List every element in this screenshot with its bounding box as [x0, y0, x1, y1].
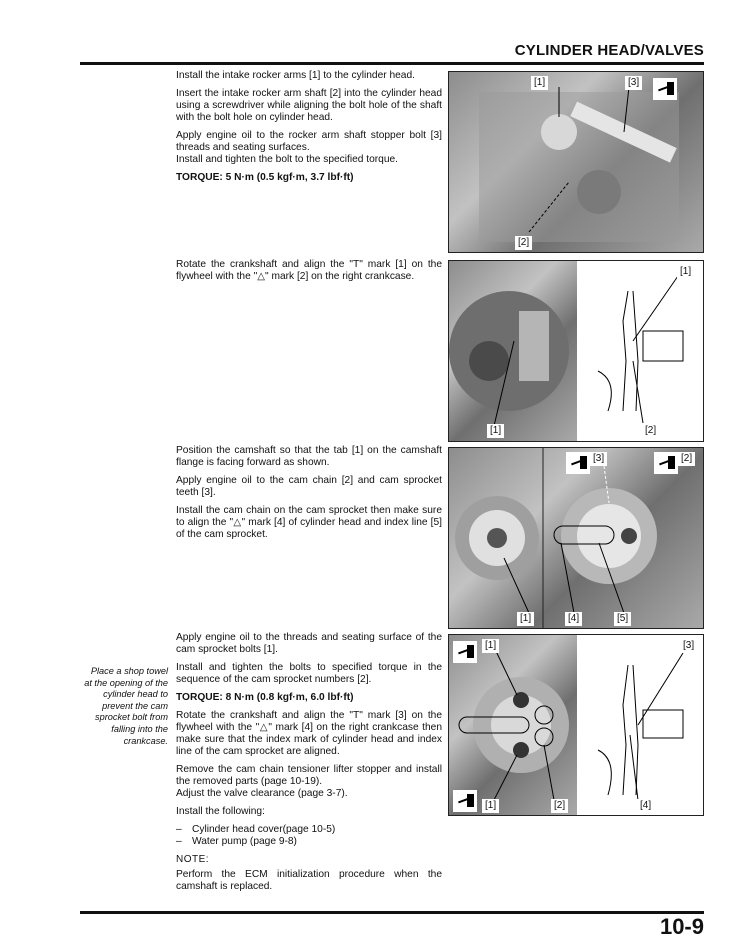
flywheel-align-drawing: [578, 635, 703, 815]
fig4-label-1-top: [1]: [482, 639, 499, 653]
step-4-p2: Install and tighten the bolts to specified torque in the sequence of the cam sprocket numbers [2].: [176, 662, 442, 685]
fig3-label-4: [4]: [565, 612, 582, 626]
step-3-p2: Apply engine oil to the cam chain [2] and cam sprocket teeth [3].: [176, 475, 442, 498]
note-text: Perform the ECM initialization procedure when the camshaft is replaced.: [176, 869, 442, 892]
fig4-label-4: [4]: [637, 799, 654, 813]
flywheel-drawing: [578, 261, 703, 441]
step-4-p4a: Remove the cam chain tensioner lifter stopper and install the removed parts (page 10-19).: [176, 764, 442, 787]
fig2-label-2: [2]: [642, 424, 659, 438]
fig1-label-2: [2]: [515, 236, 532, 250]
fig4-label-2: [2]: [551, 799, 568, 813]
step-1-p1: Install the intake rocker arms [1] to the cylinder head.: [176, 70, 415, 81]
oil-can-icon-4: [453, 790, 477, 812]
step-4-p1: Apply engine oil to the threads and seating surface of the cam sprocket bolts [1].: [176, 632, 442, 655]
figure-sprocket-bolts: [448, 634, 704, 816]
fig4-label-3: [3]: [680, 639, 697, 653]
figure-flywheel-mark: [448, 260, 704, 442]
fig3-label-2: [2]: [678, 452, 695, 466]
flywheel-photo: [449, 261, 577, 441]
fig2-label-1-photo: [1]: [487, 424, 504, 438]
step-2-p1: Rotate the crankshaft and align the "T" mark [1] on the flywheel with the "△" mark [2] on the right crankcase.: [176, 259, 442, 282]
fig3-label-3: [3]: [590, 452, 607, 466]
step-4-p5: Install the following:: [176, 806, 265, 817]
step-3-p1: Position the camshaft so that the tab [1] on the camshaft flange is facing forward as shown.: [176, 445, 442, 468]
side-note: Place a shop towel at the opening of the cylinder head to prevent the cam sprocket bolt from falling into the crankcase.: [84, 666, 168, 746]
fig3-label-5: [5]: [614, 612, 631, 626]
oil-can-icon-1: [566, 452, 590, 474]
fig3-label-1: [1]: [517, 612, 534, 626]
step-2-text: [176, 259, 442, 289]
step-4-p3: Rotate the crankshaft and align the "T" mark [3] on the flywheel with the "△" mark [4] on the right crankcase then make sure that the index mark of cylinder head and index line of the cam sprocket are aligned.: [176, 710, 442, 757]
oil-wrench-icon: [653, 78, 677, 100]
step-1-torque: TORQUE: 5 N·m (0.5 kgf·m, 3.7 lbf·ft): [176, 172, 354, 183]
list-item: – Cylinder head cover(page 10-5): [176, 824, 442, 836]
step-3-text: [176, 445, 442, 547]
step-4-torque: TORQUE: 8 N·m (0.8 kgf·m, 6.0 lbf·ft): [176, 692, 354, 703]
fig2-label-1-drawing: [1]: [677, 265, 694, 279]
step-1-p3b: Install and tighten the bolt to the specified torque.: [176, 154, 399, 165]
note-label: NOTE:: [176, 854, 210, 865]
list-item: – Water pump (page 9-8): [176, 836, 442, 848]
oil-can-icon-2: [654, 452, 678, 474]
bottom-rule: [80, 911, 704, 914]
step-1-text: [176, 70, 442, 190]
step-4-p4b: Adjust the valve clearance (page 3-7).: [176, 788, 348, 799]
figure-rocker-arm-photo: [448, 71, 704, 253]
figure-cam-sprocket: [448, 447, 704, 629]
install-list: [176, 824, 442, 848]
step-1-p3a: Apply engine oil to the rocker arm shaft stopper bolt [3] threads and seating surfaces.: [176, 130, 442, 153]
step-4-text: [176, 632, 442, 899]
fig4-label-1-bottom: [1]: [482, 799, 499, 813]
top-rule: [80, 62, 704, 65]
page-number: 10-9: [659, 914, 704, 939]
step-3-p3: Install the cam chain on the cam sprocket then make sure to align the "△" mark [4] of cylinder head and index line [5] of the cam sprocket.: [176, 505, 442, 540]
oil-can-icon-3: [453, 641, 477, 663]
step-1-p2: Insert the intake rocker arm shaft [2] into the cylinder head using a screwdriver while aligning the bolt hole of the shaft with the bolt hole on cylinder head.: [176, 88, 442, 123]
fig1-label-1: [1]: [531, 76, 548, 90]
section-title: CYLINDER HEAD/VALVES: [514, 42, 704, 59]
fig1-label-3: [3]: [625, 76, 642, 90]
